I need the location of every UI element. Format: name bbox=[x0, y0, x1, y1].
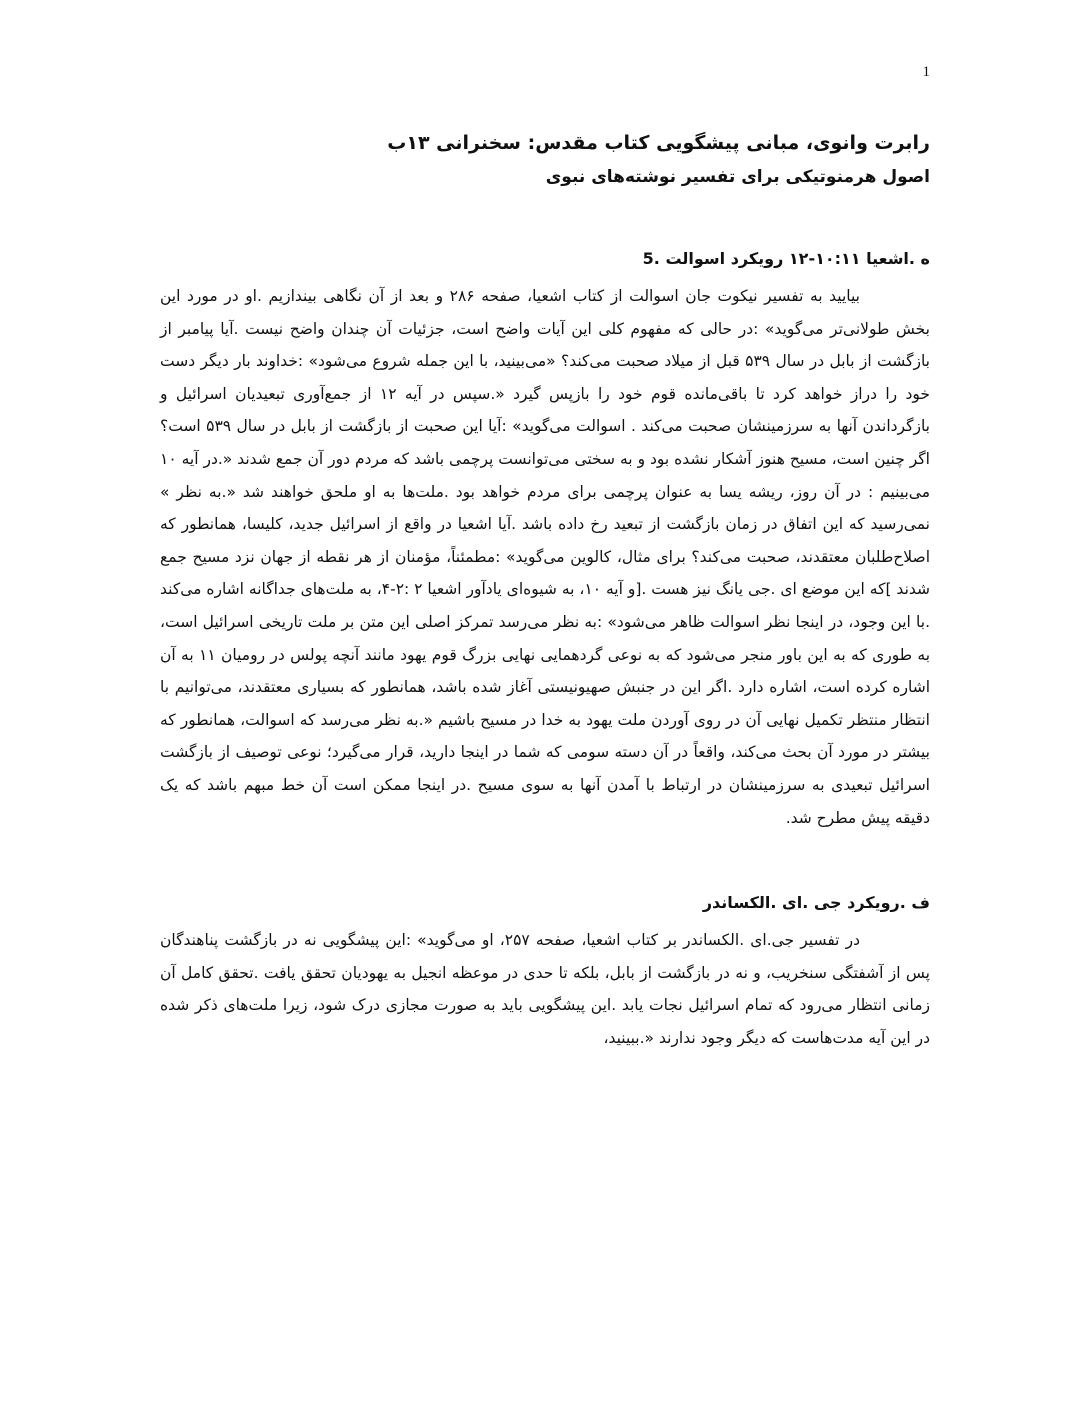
section-alexander bbox=[160, 888, 930, 1054]
paragraph-text: بیایید به تفسیر نیکوت جان اسوالت از کتاب اشعیا، صفحه ۲۸۶ و بعد از آن نگاهی بیندازیم .او در مورد این بخش طولانی‌تر می‌گوید» :در حالی که مفهوم کلی این آیات واضح است، جزئیات آن چندان واضح نیست .آیا پیامبر از بازگشت از بابل در سال ۵۳۹ قبل از میلاد صحبت می‌کند؟ «می‌بینید، با این جمله شروع می‌شود» :خداوند بار دیگر دست خود را دراز خواهد کرد تا باقی‌مانده قوم خود را بازپس گیرد «.سپس در آیه ۱۲ از جمع‌آوری تبعیدیان اسرائیل و بازگرداندن آنها به سرزمینشان صحبت می‌کند . اسوالت می‌گوید» :آیا این صحبت از بازگشت از بابل در سال ۵۳۹ است؟ اگر چنین است، مسیح هنوز آشکار نشده بود و به سختی می‌توانست پرچمی باشد که مردم دور آن جمع شدند «.در آیه ۱۰ می‌بینیم : در آن روز، ریشه یسا به عنوان پرچمی برای مردم خواهد بود .ملت‌ها به او ملحق خواهند شد «.به نظر » نمی‌رسید که این اتفاق در زمان بازگشت از تبعید رخ داده باشد .آیا اشعیا در واقع از اسرائیل جدید، کلیسا، همانطور که اصلاح‌طلبان معتقدند، صحبت می‌کند؟ برای مثال، کالوین می‌گوید» :مطمئناً، مؤمنان از هر نقطه از جهان نزد مسیح جمع شدند ]که این موضع ای .جی یانگ نیز هست .[و آیه ۱۰، به شیوه‌ای یادآور اشعیا ۲ :۲-۴، به ملت‌های جداگانه اشاره می‌کند .با این وجود، در اینجا نظر اسوالت ظاهر می‌شود» :به نظر می‌رسد تمرکز اصلی این متن بر ملت تاریخی اسرائیل است، به طوری که به این باور منجر می‌شود که به نوعی گردهمایی نهایی بزرگ قوم یهود مانند آنچه پولس در رومیان ۱۱ به آن اشاره کرده است، اشاره دارد .اگر این در جنبش صهیونیستی آغاز شده باشد، همانطور که بسیاری معتقدند، می‌توانیم با انتظار منتظر تکمیل نهایی آن در روی آوردن ملت یهود به خدا در مسیح باشیم «.به نظر می‌رسد که اسوالت، همانطور که بیشتر در مورد آن بحث می‌کند، واقعاً در آن دسته سومی که شما در اینجا دارید، قرار می‌گیرد؛ نوعی توصیف از بازگشت اسرائیل تبعیدی به سرزمینشان در ارتباط با آمدن آنها به سوی مسیح .در اینجا ممکن است آن خط مبهم باشد که یک دقیقه پیش مطرح شد. bbox=[160, 287, 931, 827]
body-paragraph bbox=[160, 280, 930, 834]
body-paragraph bbox=[160, 924, 930, 1054]
paragraph-text: در تفسیر جی.ای .الکساندر بر کتاب اشعیا، صفحه ۲۵۷، او می‌گوید» :این پیشگویی نه در بازگشت پناهندگان پس از آشفتگی سنخریب، و نه در بازگشت از بابل، بلکه تا حدی در موعظه انجیل به یهودیان تحقق یافت .تحقق کامل آن زمانی انتظار می‌رود که تمام اسرائیل نجات یابد .این پیشگویی باید به صورت مجازی درک شود، زیرا ملت‌های ذکر شده در این آیه مدت‌هاست که دیگر وجود ندارند «.ببینید، bbox=[160, 931, 930, 1047]
document-title: رابرت وانوی، مبانی پیشگویی کتاب مقدس: سخنرانی ۱۳ب bbox=[387, 132, 930, 154]
document-body bbox=[160, 128, 930, 1054]
section-heading: ف .رویکرد جی .ای .الکساندر bbox=[702, 893, 930, 913]
section-heading: ه .اشعیا ۱۰:۱۱-۱۲ رویکرد اسوالت .5 bbox=[642, 249, 930, 268]
section-oswalt bbox=[160, 244, 930, 834]
document-subtitle: اصول هرمنوتیکی برای تفسیر نوشته‌های نبوی bbox=[545, 167, 930, 187]
page-number: 1 bbox=[922, 64, 930, 80]
